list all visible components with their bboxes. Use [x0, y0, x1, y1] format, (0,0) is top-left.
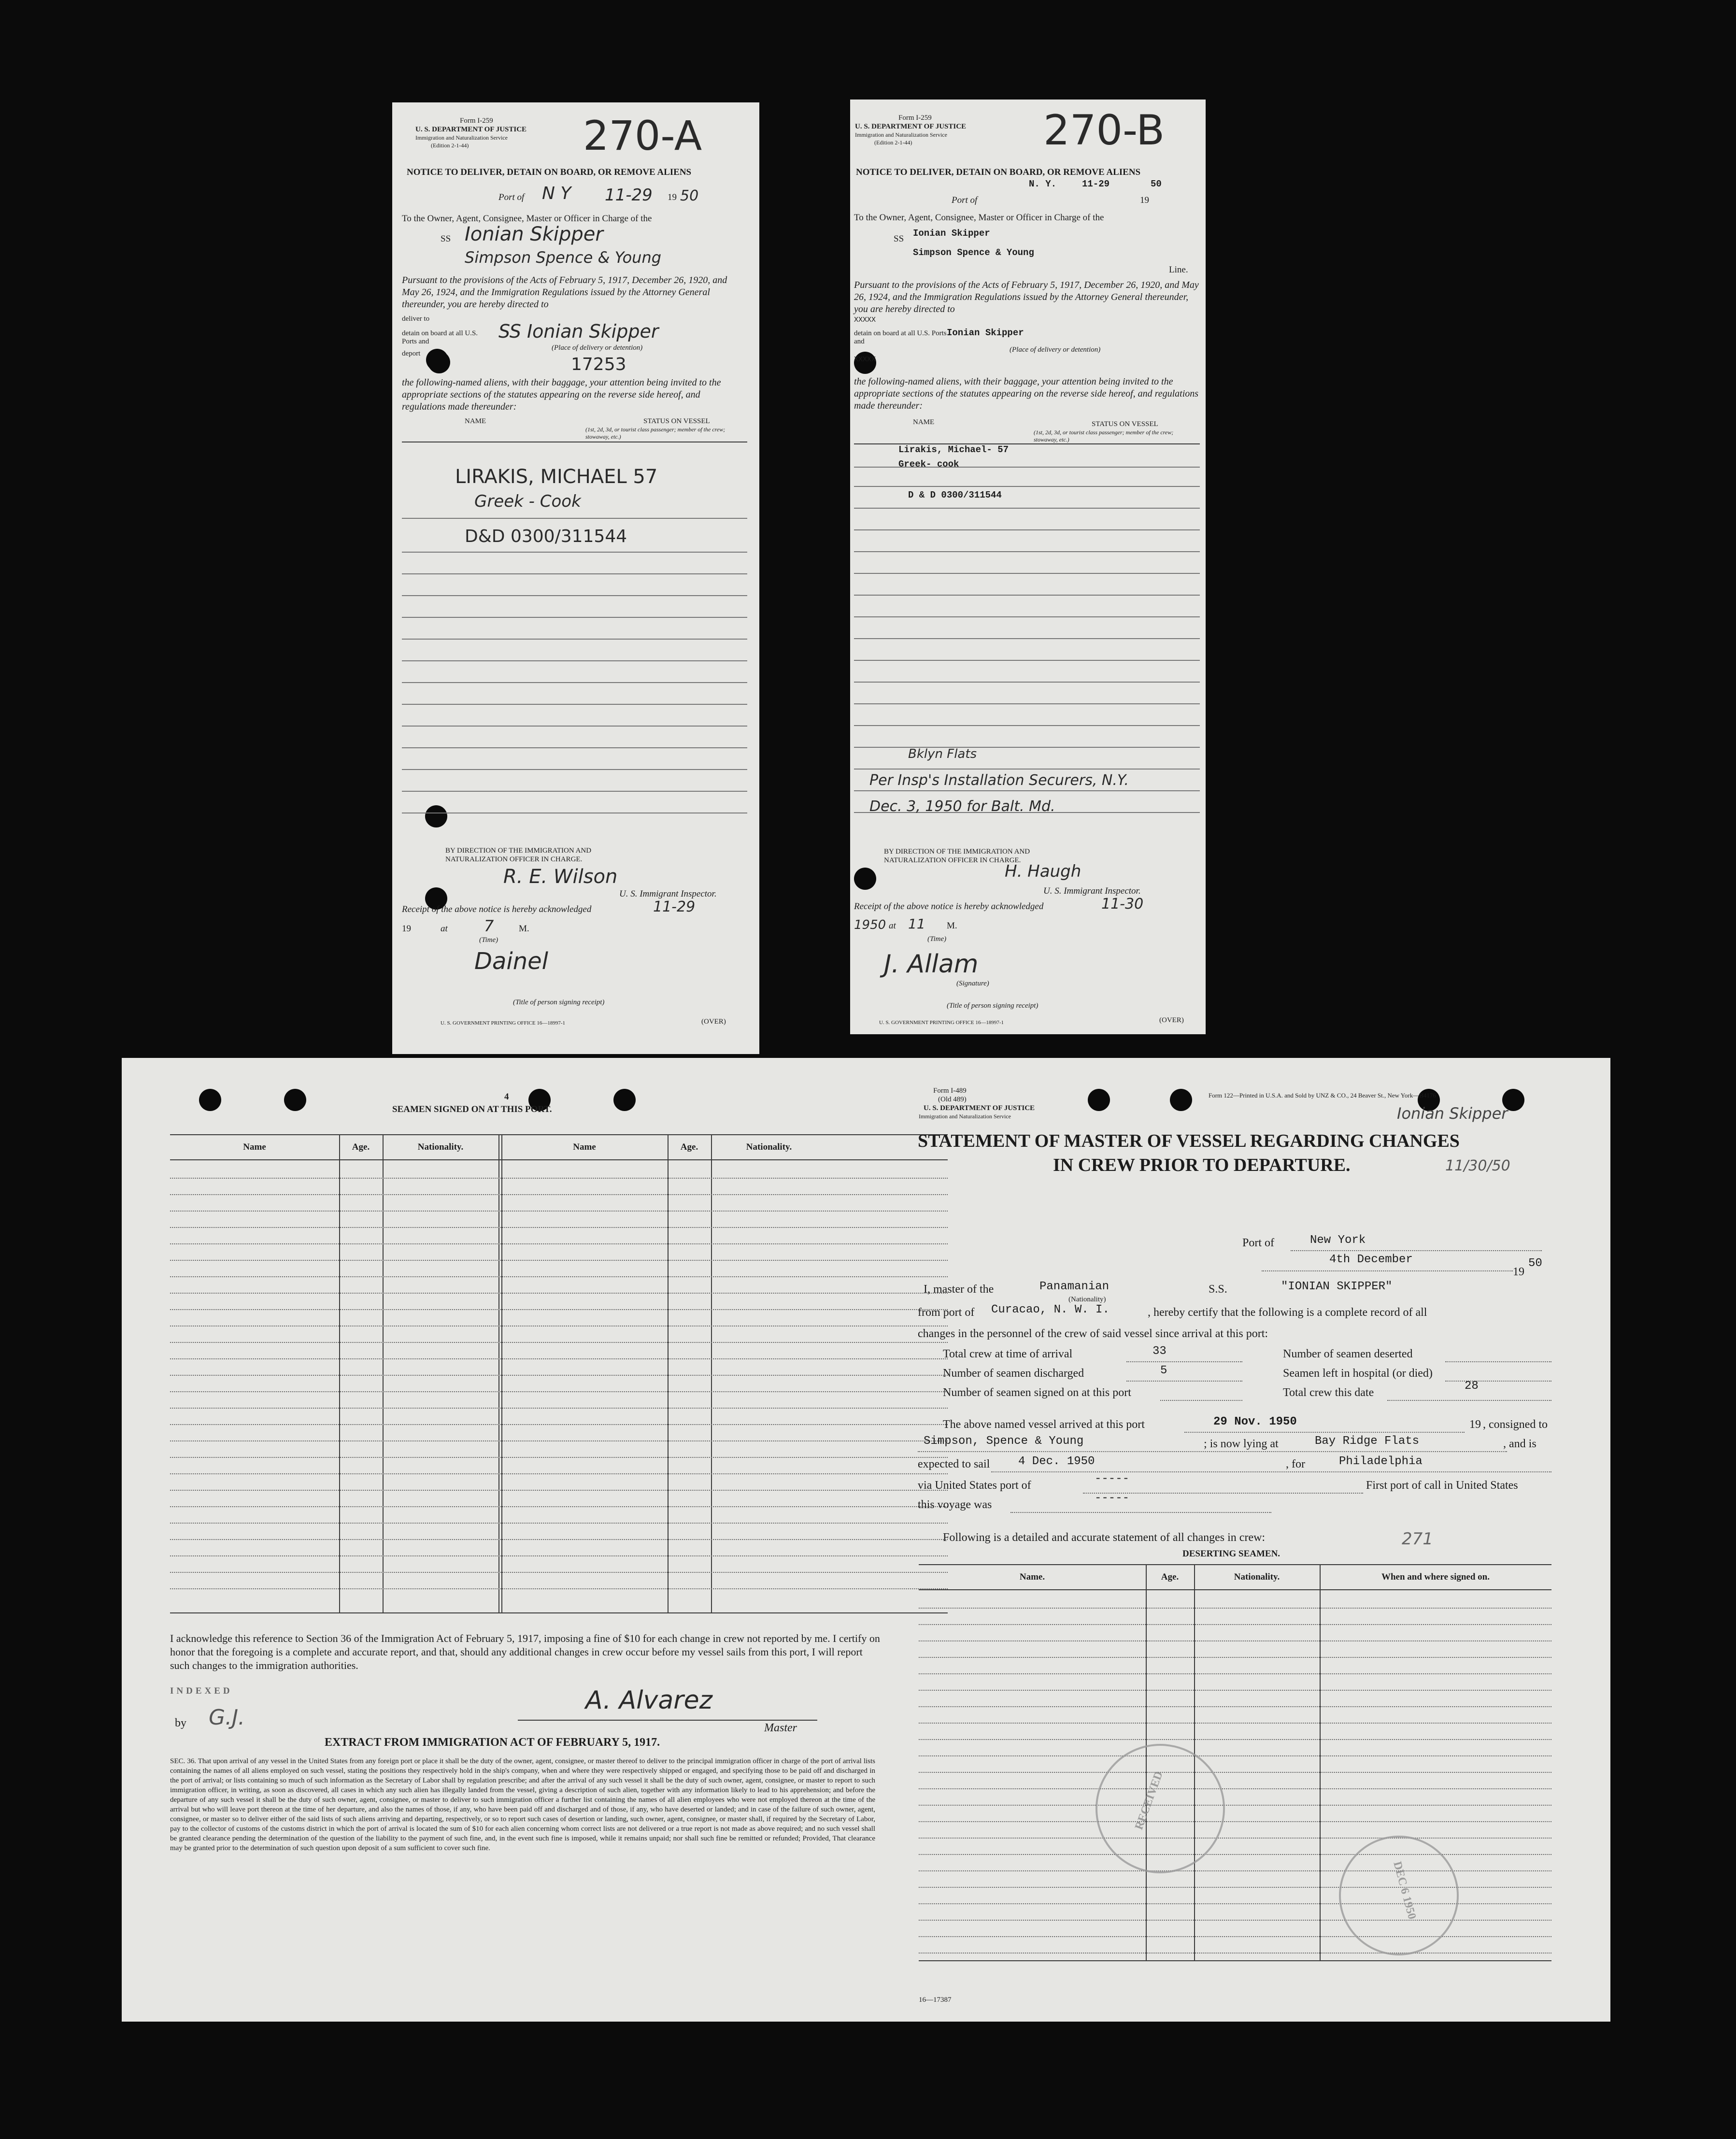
to-line: To the Owner, Agent, Consignee, Master or Officer in Charge of the [854, 213, 1104, 223]
punch-hole [425, 805, 447, 827]
column-status-sub: (1st, 2d, 3d, or tourist class passenger; member of the crew; stowaway, etc.) [1034, 429, 1174, 443]
acknowledgement-text: I acknowledge this reference to Section 36 of the Immigration Act of February 5, 1917, imposing a fine of $10 for each change in crew not reported by me. I certify on honor that the foregoing is a complete and accurate report, and that, should any additional changes in crew occur before my vessel sails from this port, I will report such changes to the immigration authorities. [170, 1632, 880, 1671]
note-line-3: Dec. 3, 1950 for Balt. Md. [869, 798, 1055, 815]
value-rule [1126, 1361, 1242, 1362]
receipt-date: 11-30 [1101, 896, 1144, 913]
ss-label: SS [894, 234, 904, 244]
master-label: Master [764, 1722, 797, 1734]
receipt-text: Receipt of the above notice is hereby acknowledged [402, 904, 592, 914]
ss-label: S.S. [1209, 1283, 1227, 1296]
time-caption: (Time) [479, 936, 498, 944]
discharged-label: Number of seamen discharged [943, 1367, 1084, 1380]
for-label: , for [1286, 1458, 1305, 1470]
file-number: 270-A [583, 112, 702, 159]
column-header: When and where signed on. [1381, 1572, 1490, 1582]
column-header: Nationality. [417, 1142, 464, 1152]
alien-status: Greek- cook [898, 459, 959, 470]
over-label: (OVER) [1159, 1016, 1184, 1024]
year-prefix: 19 [1140, 195, 1149, 205]
form-number: Form I-259 [898, 114, 932, 122]
file-number: 270-B [1043, 106, 1165, 155]
ss-value: "IONIAN SKIPPER" [1281, 1280, 1393, 1293]
received-stamp-text: RECEIVED [1132, 1769, 1166, 1832]
seamen-signed-on-title: SEAMEN SIGNED ON AT THIS PORT. [392, 1104, 552, 1114]
receipt-year: 1950 [854, 918, 886, 932]
arrived-year: 19 [1469, 1418, 1481, 1431]
first-port-label: First port of call in United States [1366, 1479, 1518, 1492]
signer-caption-2: (Title of person signing receipt) [947, 1002, 1039, 1010]
by-label: by [175, 1717, 186, 1729]
port-value: N Y [542, 184, 571, 203]
date-note: 11/30/50 [1445, 1157, 1510, 1174]
value-rule [918, 1451, 1507, 1452]
page-number: 4 [504, 1092, 509, 1102]
department: U. S. DEPARTMENT OF JUSTICE [415, 126, 527, 133]
vessel-note: Ionian Skipper [1397, 1104, 1508, 1123]
value-rule [1010, 1512, 1271, 1513]
ss-label: SS [441, 234, 451, 244]
time-value: 7 [484, 917, 494, 935]
inspector-signature: R. E. Wilson [503, 866, 618, 888]
date-rule [1262, 1270, 1513, 1271]
indexed-stamp: INDEXED [170, 1686, 233, 1696]
for-value: Philadelphia [1339, 1455, 1423, 1468]
from-port-value: Curacao, N. W. I. [991, 1303, 1110, 1316]
year-value: 50 [680, 187, 699, 204]
receipt-text: Receipt of the above notice is hereby acknowledged [854, 901, 1044, 912]
received-stamp [1096, 1744, 1225, 1873]
note-line-2: Per Insp's Installation Securers, N.Y. [869, 772, 1129, 789]
alien-reference: D & D 0300/311544 [908, 490, 1002, 500]
agent-value: Simpson Spence & Young [913, 247, 1034, 258]
form-number: Form I-259 [460, 117, 493, 125]
total-date-value: 28 [1465, 1380, 1479, 1393]
date-stamp [1339, 1836, 1459, 1955]
year-prefix: 19 [668, 192, 677, 202]
line-label: Line. [1169, 265, 1188, 275]
via-value: ----- [1095, 1472, 1130, 1485]
hospital-label: Seamen left in hospital (or died) [1283, 1367, 1433, 1380]
printer-line: Form 122—Printed in U.S.A. and Sold by UNZ & CO., 24 Beaver St., New York—B4176 [1209, 1092, 1436, 1099]
alien-name: Lirakis, Michael- 57 [898, 444, 1009, 455]
department: U. S. DEPARTMENT OF JUSTICE [855, 123, 967, 130]
at-label: at [889, 921, 896, 931]
time-caption: (Time) [927, 935, 947, 943]
signed-on-label: Number of seamen signed on at this port [943, 1386, 1131, 1399]
service: Immigration and Naturalization Service [855, 131, 947, 138]
consigned-label: , consigned to [1483, 1418, 1548, 1431]
following-text: Following is a detailed and accurate statement of all changes in crew: [943, 1531, 1266, 1544]
port-label: Port of [498, 192, 525, 202]
time-suffix: M. [947, 921, 957, 931]
certify-text: , hereby certify that the following is a complete record of all [1148, 1306, 1427, 1319]
column-header: Name. [1019, 1572, 1045, 1582]
column-header: Nationality. [746, 1142, 792, 1152]
over-label: (OVER) [701, 1018, 726, 1026]
statute-text: Pursuant to the provisions of the Acts of February 5, 1917, December 26, 1920, and May 26, 1924, and the Immigration Regulations issued by the Attorney General thereunder, you are hereby directed to [402, 275, 727, 310]
place-value-2: 17253 [571, 355, 626, 374]
extract-text: SEC. 36. That upon arrival of any vessel in the United States from any foreign port or place it shall be the duty of the owner, agent, consignee, or master thereof to deliver to the principal immigration officer in charge of the port of arrival lists containing the names of all aliens employed on such vessel, stating the positions they respectively hold in the ship's company, when and where they were respectively shipped or engaged, and specifying those to be paid off and discharged in the port of arrival; or lists containing so much of such information as the Secretary of Labor shall by regulation prescribe; and after the arrival of any such vessel it shall be the duty of such owner, agent, consignee, or master to report to such immigration officer, in writing, as soon as discovered, all cases in which any such alien has illegally landed from the vessel, giving a description of such alien, together with any information likely to lead to his apprehension; and before the departure of any such vessel it shall be the duty of such owner, agent, consignee, or master to deliver to such immigration officer a further list containing the names of all alien employees who were not employed thereon at the time of the arrival but who will leave port thereon at the time of her departure, and also the names of those, if any, who have been paid off and discharged and of those, if any, who have deserted or landed; and in case of the failure of such owner, agent, consignee, or master so to deliver either of the said lists of such aliens arriving and departing, respectively, or so to report such cases of desertion or landing, such owner, agent, consignee, or master shall, if required by the Secretary of Labor, pay to the collector of customs of the customs district in which the port of arrival is located the sum of $10 for each alien concerning whom correct lists are not delivered or a true report is not made as above required; and no such vessel shall be granted clearance pending the determination of the question of the liability to the payment of such fine, and, in the event such fine is imposed, while it remains unpaid; nor shall such fine be remitted or refunded; Provided, That clearance may be granted prior to the determination of such question upon deposit of a sum sufficient to cover such fine. [170, 1757, 875, 1852]
old-form-number: (Old 489) [938, 1096, 967, 1103]
statement-title-2: IN CREW PRIOR TO DEPARTURE. [1053, 1155, 1351, 1175]
port-typed: N. Y. [1029, 179, 1057, 189]
changes-text: changes in the personnel of the crew of said vessel since arrival at this port: [918, 1327, 1268, 1340]
port-label: Port of [1242, 1237, 1274, 1249]
arrived-value: 29 Nov. 1950 [1213, 1415, 1297, 1428]
statement-title-1: STATEMENT OF MASTER OF VESSEL REGARDING CHANGES [918, 1131, 1460, 1151]
reference-number: 271 [1402, 1529, 1433, 1549]
column-name: NAME [913, 418, 935, 426]
detain-label: detain on board at all U.S. Ports and [402, 329, 478, 345]
ss-value: Ionian Skipper [465, 223, 603, 245]
inspector-signature: H. Haugh [1005, 862, 1081, 881]
port-rule [1291, 1250, 1542, 1251]
statement-of-master [122, 1058, 1610, 2022]
deserted-label: Number of seamen deserted [1283, 1348, 1413, 1360]
form-title: NOTICE TO DELIVER, DETAIN ON BOARD, OR REMOVE ALIENS [856, 167, 1141, 177]
deport-label: XXXXX [854, 356, 876, 364]
edition: (Edition 2-1-44) [874, 139, 912, 146]
voyage-value: ----- [1095, 1492, 1130, 1505]
lying-label: ; is now lying at [1204, 1438, 1279, 1450]
signature-rule [518, 1720, 817, 1721]
punch-hole [613, 1089, 636, 1111]
total-arrival-value: 33 [1153, 1345, 1167, 1358]
footer-code: 16—17387 [919, 1996, 952, 2004]
notice-form-270a [392, 102, 759, 1054]
alien-name: LIRAKIS, MICHAEL 57 [455, 466, 658, 488]
form-number: Form I-489 [933, 1087, 967, 1095]
column-status-sub: (1st, 2d, 3d, or tourist class passenger; member of the crew; stowaway, etc.) [585, 426, 726, 440]
expected-label: expected to sail [918, 1458, 990, 1470]
statute-text: Pursuant to the provisions of the Acts of February 5, 1917, December 26, 1920, and May 26, 1924, and the Immigration Regulations issued by the Attorney General thereunder, you are hereby directed to [854, 280, 1199, 314]
column-status: STATUS ON VESSEL [1092, 420, 1158, 428]
service: Immigration and Naturalization Service [919, 1113, 1011, 1120]
year-typed: 50 [1151, 179, 1162, 189]
time-suffix: M. [519, 924, 529, 934]
column-name: NAME [465, 417, 486, 425]
year-prefix: 19 [1513, 1266, 1524, 1278]
gpo-line: U. S. GOVERNMENT PRINTING OFFICE 16—18997-1 [879, 1020, 1004, 1026]
lying-value: Bay Ridge Flats [1315, 1435, 1420, 1448]
place-value: SS Ionian Skipper [498, 321, 659, 342]
date-value: 11-29 [605, 185, 653, 205]
form-title: NOTICE TO DELIVER, DETAIN ON BOARD, OR REMOVE ALIENS [407, 167, 692, 177]
alien-status: Greek - Cook [474, 492, 581, 511]
and-is-label: , and is [1503, 1438, 1537, 1450]
expected-value: 4 Dec. 1950 [1018, 1455, 1095, 1468]
note-line-1: Bklyn Flats [908, 747, 977, 761]
deliver-label: deliver to [402, 315, 430, 323]
punch-hole [284, 1089, 306, 1111]
extract-title: EXTRACT FROM IMMIGRATION ACT OF FEBRUARY 5, 1917. [325, 1736, 660, 1749]
port-label: Port of [952, 195, 978, 205]
value-rule [1126, 1381, 1242, 1382]
receipt-year-prefix: 19 [402, 924, 411, 934]
via-label: via United States port of [918, 1479, 1031, 1492]
deserting-seamen-title: DESERTING SEAMEN. [1182, 1549, 1281, 1559]
receipt-date: 11-29 [653, 898, 696, 915]
notice-form-270b [850, 100, 1206, 1034]
total-arrival-label: Total crew at time of arrival [943, 1348, 1073, 1360]
gpo-line: U. S. GOVERNMENT PRINTING OFFICE 16—18997-1 [441, 1020, 566, 1026]
value-rule [1445, 1381, 1551, 1382]
voyage-label: this voyage was [918, 1498, 992, 1511]
column-header: Age. [352, 1142, 370, 1152]
agent-value: Simpson Spence & Young [465, 248, 662, 267]
punch-hole [426, 349, 448, 371]
signer-signature: J. Allam [884, 950, 979, 979]
consignee-value: Simpson, Spence & Young [924, 1435, 1084, 1448]
edition: (Edition 2-1-44) [431, 142, 469, 149]
date-stamp-text: DEC 6 1950 [1391, 1860, 1419, 1921]
direction-text: BY DIRECTION OF THE IMMIGRATION AND NATURALIZATION OFFICER IN CHARGE. [884, 848, 1030, 864]
master-of-label: I, master of the [924, 1283, 994, 1296]
column-header: Age. [680, 1142, 698, 1152]
deliver-label: XXXXX [854, 316, 876, 324]
column-header: Nationality. [1234, 1572, 1280, 1582]
master-signature: A. Alvarez [585, 1686, 712, 1715]
deport-label: deport [402, 350, 421, 357]
ss-value: Ionian Skipper [913, 228, 990, 239]
discharged-value: 5 [1160, 1364, 1167, 1377]
place-caption: (Place of delivery or detention) [1010, 346, 1101, 354]
from-port-label: from port of [918, 1306, 975, 1319]
aliens-text: the following-named aliens, with their baggage, your attention being invited to the appropriate sections of the statutes appearing on the reverse side hereof, and regulations made thereunder: [402, 377, 721, 412]
place-caption: (Place of delivery or detention) [552, 344, 643, 352]
punch-hole [1088, 1089, 1110, 1111]
alien-reference: D&D 0300/311544 [465, 527, 627, 546]
service: Immigration and Naturalization Service [415, 134, 508, 141]
value-rule [1160, 1400, 1242, 1401]
total-date-label: Total crew this date [1283, 1386, 1374, 1399]
to-line: To the Owner, Agent, Consignee, Master or Officer in Charge of the [402, 214, 652, 224]
port-value: New York [1310, 1234, 1366, 1247]
inspector-label: U. S. Immigrant Inspector. [619, 889, 717, 899]
punch-hole [1170, 1089, 1192, 1111]
direction-text: BY DIRECTION OF THE IMMIGRATION AND NATURALIZATION OFFICER IN CHARGE. [445, 847, 592, 863]
punch-hole [854, 868, 876, 890]
nationality-value: Panamanian [1039, 1280, 1110, 1293]
punch-hole [199, 1089, 221, 1111]
signer-caption: (Title of person signing receipt) [513, 998, 605, 1006]
place-value: Ionian Skipper [947, 328, 1024, 338]
signer-signature: Dainel [474, 948, 548, 975]
detain-label: detain on board at all U.S. Ports and [854, 329, 947, 345]
value-rule [1445, 1361, 1551, 1362]
value-rule [1387, 1400, 1551, 1401]
value-rule [1184, 1432, 1465, 1433]
date-typed: 11-29 [1082, 179, 1110, 189]
by-value: G.J. [209, 1705, 245, 1730]
signer-caption: (Signature) [956, 980, 989, 987]
column-header: Name [573, 1142, 596, 1152]
at-label: at [441, 924, 448, 934]
inspector-label: U. S. Immigrant Inspector. [1043, 886, 1141, 896]
value-rule [991, 1471, 1551, 1472]
column-status: STATUS ON VESSEL [643, 417, 710, 425]
nationality-caption: (Nationality) [1068, 1296, 1106, 1303]
time-value: 11 [908, 916, 925, 932]
aliens-text: the following-named aliens, with their baggage, your attention being invited to the appropriate sections of the statutes appearing on the reverse side hereof, and regulations made thereunder: [854, 376, 1199, 411]
date-value: 4th December [1329, 1253, 1413, 1266]
column-header: Age. [1161, 1572, 1179, 1582]
year-value: 50 [1528, 1257, 1542, 1270]
arrived-label: The above named vessel arrived at this port [943, 1418, 1145, 1431]
column-header: Name [243, 1142, 266, 1152]
department: U. S. DEPARTMENT OF JUSTICE [924, 1104, 1035, 1112]
